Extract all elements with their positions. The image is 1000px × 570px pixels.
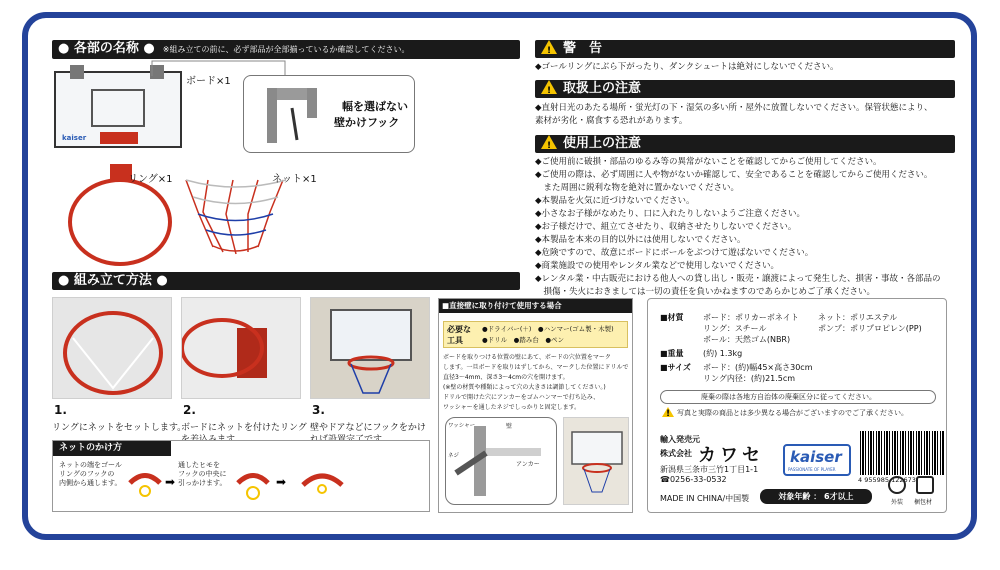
- phone: ☎0256-33-0532: [660, 475, 727, 484]
- net-hang-header: ネットのかけ方: [53, 441, 171, 456]
- net-label: ネット×1: [272, 174, 317, 185]
- net-hang-2c: 引っかけます。: [178, 479, 227, 487]
- spec-size-1: ボード：(約)幅45×高さ30cm: [703, 363, 813, 372]
- tools-label-1: 必要な: [447, 325, 471, 334]
- net-hang-1c: 内側から通します。: [59, 479, 122, 487]
- brand-logo-text: kaiser: [790, 448, 842, 466]
- recycle-icon-plastic: [888, 476, 906, 494]
- wall-line: ドリルで開けた穴にアンカーをゴムハンマーで打ち込み、: [443, 394, 600, 401]
- arrow-icon-2: ➡: [276, 475, 287, 489]
- wall-line: します。一旦ボードを取りはずしてから、マークした位置にドリルで: [443, 364, 629, 371]
- wall-mount-panel: [438, 298, 633, 513]
- step1-text: リングにネットをセットします。: [52, 423, 187, 433]
- net-hang-2b: フックの中央に: [178, 470, 227, 478]
- wall-line: ボードを取りつける位置の壁にあて、ボードの穴位置をマーク: [443, 354, 611, 361]
- wall-line: ワッシャーを通したネジでしっかりと固定します。: [443, 404, 581, 411]
- step3-photo: [310, 297, 430, 399]
- washer-label: ワッシャー: [448, 423, 476, 429]
- wall-line: (※壁の材質や種類によって穴の大きさは調節してください。): [443, 384, 606, 391]
- hook-callout: [243, 75, 415, 153]
- spec-material-3: ボール：天然ゴム(NBR): [703, 335, 791, 344]
- handling-line-1: ◆直射日光のあたる場所・蛍光灯の下・湿気の多い所・屋外に放置しないでください。保管状態により、: [535, 103, 933, 113]
- warning-header: !警 告: [535, 40, 955, 58]
- wall-mount-photo: [563, 417, 629, 505]
- address: 新潟県三条市三竹1丁目1-1: [660, 465, 759, 474]
- company-name: カワセ: [698, 445, 764, 466]
- spec-material-2: リング：スチール: [703, 324, 767, 333]
- wall-line: 直径3～4mm、深さ3～4cmの穴を開けます。: [443, 374, 569, 381]
- brand-logo: [783, 444, 851, 476]
- spec-weight: (約) 1.3kg: [703, 349, 743, 358]
- usage-line: ◆レンタル業・中古販売における他人への貸し出し・販売・譲渡によって発生した、損害・事故・各部品の: [535, 274, 941, 284]
- step2-photo: [181, 297, 301, 399]
- spec-panel: [647, 298, 947, 513]
- usage-line: また周囲に鋭利な物を絶対に置かないでください。: [535, 183, 740, 193]
- usage-line: ◆本製品を本来の目的以外には使用しないでください。: [535, 235, 746, 245]
- anchor-label: アンカー: [516, 461, 540, 468]
- spec-size-2: リング内径：(約)21.5cm: [703, 374, 796, 383]
- hook-step-a: [125, 463, 165, 503]
- usage-line: ◆小さなお子様がなめたり、口に入れたりしないようご注意ください。: [535, 209, 806, 219]
- disposal-box: [660, 390, 936, 404]
- barcode: [860, 431, 944, 475]
- assembly-header: ● 組み立て方法 ●: [52, 272, 520, 290]
- usage-line: ◆本製品を火気に近づけないでください。: [535, 196, 695, 206]
- tools-box: [443, 321, 628, 348]
- spec-material-1: ボード：ポリカーボネイト: [703, 313, 799, 322]
- parts-header: ● 各部の名称 ● ※組み立ての前に、必ず部品が全部揃っているか確認してください。: [52, 40, 520, 59]
- hook-step-c: [298, 463, 346, 503]
- hook-step-b: [233, 463, 273, 507]
- step1-number: 1.: [54, 403, 67, 417]
- recycle-label-2: 梱包材: [914, 499, 933, 506]
- usage-line: ◆商業施設での使用やレンタル業などで使用しないでください。: [535, 261, 779, 271]
- step2-number: 2.: [183, 403, 196, 417]
- usage-line: ◆お子様だけで、組立てさせたり、収納させたりしないでください。: [535, 222, 797, 232]
- tools-label-2: 工具: [447, 336, 463, 345]
- spec-pump: ポンプ：ポリプロピレン(PP): [818, 324, 922, 333]
- net-illustration: [178, 172, 298, 262]
- handling-header: !取扱上の注意: [535, 80, 955, 98]
- handling-line-2: 素材が劣化・腐食する恐れがあります。: [535, 116, 688, 126]
- net-hang-panel: [52, 440, 430, 512]
- importer-label: 輸入発売元: [660, 435, 700, 444]
- recycle-icon-paper: [916, 476, 934, 494]
- disposal-text: 廃棄の際は各地方自治体の廃棄区分に従ってください。: [701, 393, 876, 401]
- ring-label: リング×1: [128, 174, 173, 185]
- spec-weight-key: ■重量: [660, 349, 684, 358]
- screw-label: ネジ: [448, 453, 460, 459]
- barcode-number: 4 955985 122673: [858, 476, 916, 484]
- usage-line: ◆ご使用前に破損・部品のゆるみ等の異常がないことを確認してからご使用してください。: [535, 157, 882, 167]
- usage-line: ◆危険ですので、故意にボードにボールをぶつけて遊ばないでください。: [535, 248, 814, 258]
- usage-line: 損傷・失火におきましては一切の責任を負いかねますのであらかじめご了承ください。: [535, 287, 876, 297]
- hook-label-1: 幅を選ばない: [342, 100, 408, 113]
- wall-diagram-label: 壁: [506, 423, 513, 430]
- hook-label-2: 壁かけフック: [334, 116, 400, 129]
- recycle-label-1: 外装: [891, 499, 904, 506]
- step2-text-1: ボードにネットを付けたリング: [181, 423, 307, 433]
- board-label: ボード×1: [186, 76, 231, 87]
- spec-size-key: ■サイズ: [660, 363, 691, 372]
- spec-net: ネット：ポリエステル: [818, 313, 898, 322]
- usage-line: ◆ご使用の際は、必ず周囲に人や物がないか確認して、安全であることを確認してからご使用ください。: [535, 170, 933, 180]
- brand-tagline: PASSIONATE OF PLAYER: [788, 467, 836, 472]
- screw-diagram: [445, 417, 557, 505]
- board-logo: kaiser: [62, 134, 87, 142]
- arrow-icon-1: ➡: [165, 475, 176, 489]
- tools-2: ●ドリル ●踏み台 ●ペン: [482, 336, 565, 344]
- hook-illustration: [252, 80, 332, 150]
- wall-header: ■直接壁に取り付けて使用する場合: [439, 299, 632, 313]
- caution-icon: [662, 407, 674, 417]
- step3-text-1: 壁やドアなどにフックをかけ: [310, 423, 426, 433]
- usage-header: !使用上の注意: [535, 135, 955, 153]
- warning-icon: [541, 135, 557, 149]
- net-hang-1b: リングのフックの: [59, 470, 115, 478]
- made-in: MADE IN CHINA/中国製: [660, 494, 750, 503]
- step1-photo: [52, 297, 172, 399]
- spec-material-key: ■材質: [660, 313, 684, 322]
- photo-note: !写真と実際の商品とは多少異なる場合がございますのでご了承ください。: [662, 407, 908, 418]
- step3-number: 3.: [312, 403, 325, 417]
- net-hang-1a: ネットの端をゴール: [59, 461, 122, 469]
- company-prefix: 株式会社: [660, 449, 692, 458]
- tools-1: ●ドライバー(＋) ●ハンマー(ゴム製・木製): [482, 325, 614, 333]
- warning-icon: [541, 40, 557, 54]
- net-hang-2a: 通したヒモを: [178, 461, 220, 469]
- warning-text: ◆ゴールリングにぶら下がったり、ダンクシュートは絶対にしないでください。: [535, 62, 839, 72]
- age-badge: 対象年齢 ： 6才以上: [760, 489, 872, 504]
- warning-icon: [541, 80, 557, 94]
